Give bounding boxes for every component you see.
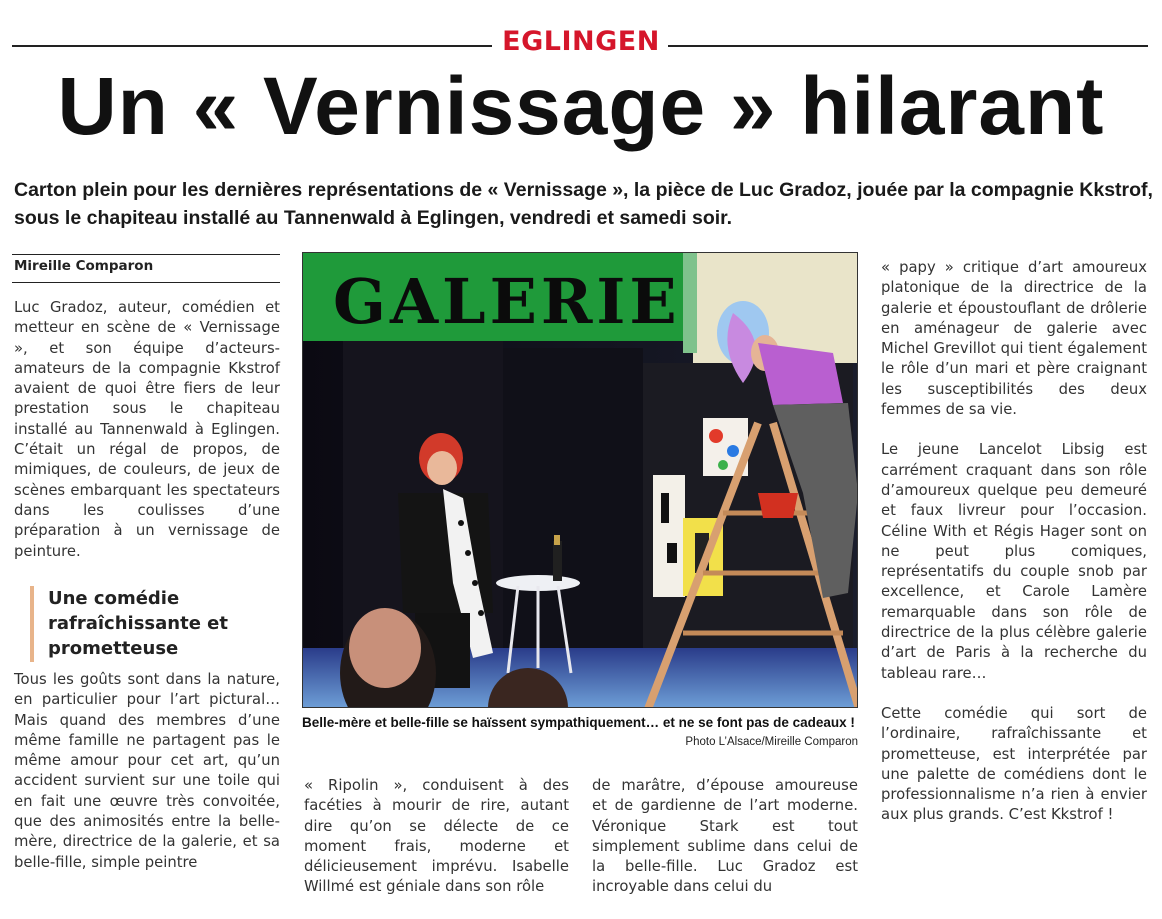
- byline-rule-bottom: [12, 282, 280, 283]
- galerie-sign-text: GALERIE: [333, 265, 681, 338]
- paragraph-maratre: de marâtre, d’épouse amoureuse et de gardienne de l’art moderne. Véronique Stark est tout simplement sublime dans celui de la belle-fille. Luc Gradoz est incroyable dans celui du: [592, 777, 858, 896]
- paragraph-conclusion: Cette comédie qui sort de l’ordinaire, rafraîchissante et prometteuse, est interprétée par une palette de comédiens dont le professionnalisme n’a rien à envier aux plus grands. C’est Kkstrof !: [881, 704, 1147, 824]
- article-headline: Un « Vernissage » hilarant: [57, 61, 1105, 152]
- paragraph-papy: « papy » critique d’art amoureux platonique de la directrice de la galerie et époustouflant de drôlerie en aménageur de galerie avec Michel Grevillot qui tient également le rôle d’un mari et père craignant les susceptibilités des deux femmes de sa vie.: [881, 259, 1147, 419]
- subheading-text: Une comédie rafraîchissante et prometteuse: [48, 588, 228, 659]
- kicker-rule-right: [668, 45, 1148, 47]
- byline: Mireille Comparon: [14, 258, 154, 274]
- paragraph-lancelot: Le jeune Lancelot Libsig est carrément craquant dans son rôle d’amoureux quelque peu demeuré et faux livreur pour l’occasion. Céline With et Régis Hager sont on ne peut plus comiques, représentatifs du couple snob par excellence, et Carole Lamère remarquable dans son rôle de directrice de la plus célèbre galerie d’art de Paris à la recherche du tableau rare…: [881, 441, 1147, 682]
- column-3: [592, 776, 858, 898]
- column-4: [881, 258, 1147, 826]
- article-lede: Carton plein pour les dernières représentations de « Vernissage », la pièce de Luc Gradoz, jouée par la compagnie Kkstrof, sous le chapiteau installé au Tannenwald à Eglingen, vendredi et samedi soir.: [14, 179, 1153, 229]
- section-kicker: EGLINGEN: [502, 26, 660, 57]
- column-2: [304, 776, 569, 898]
- stage-photo: [302, 252, 858, 708]
- photo-caption: Belle-mère et belle-fille se haïssent sympathiquement… et ne se font pas de cadeaux !: [302, 715, 855, 730]
- paragraph-ripolin: « Ripolin », conduisent à des facéties à mourir de rire, autant dire qu’on se délecte de ce moment frais, moderne et délicieusement imprévu. Isabelle Willmé est géniale dans son rôle: [304, 777, 569, 896]
- column-1-intro: [14, 298, 280, 562]
- paragraph-goûts: Tous les goûts sont dans la nature, en particulier pour l’art pictural… Mais quand des membres d’une même famille ne partagent pas le même amour pour cet art, qu’un accident survient sur une toile qui en fait une œuvre très convoitée, que des animosités entre la belle-mère, directrice de la galerie, et sa belle-fille, simple peintre: [14, 671, 280, 871]
- photo-credit: Photo L’Alsace/Mireille Comparon: [685, 736, 858, 748]
- byline-rule-top: [12, 254, 280, 255]
- paragraph-intro: Luc Gradoz, auteur, comédien et metteur en scène de « Vernissage », et son équipe d’acteurs-amateurs de la compagnie Kkstrof avaient de quoi être fiers de leur prestation sous le chapiteau installé au Tannenwald à Eglingen. C’était un régal de propos, de mimiques, de couleurs, de jeux de scènes embarquant les spectateurs dans les coulisses d’une préparation à un vernissage de peinture.: [14, 299, 280, 560]
- stage-photo-illustration: [303, 253, 858, 708]
- column-1-continued: [14, 670, 280, 873]
- subheading: [30, 586, 280, 662]
